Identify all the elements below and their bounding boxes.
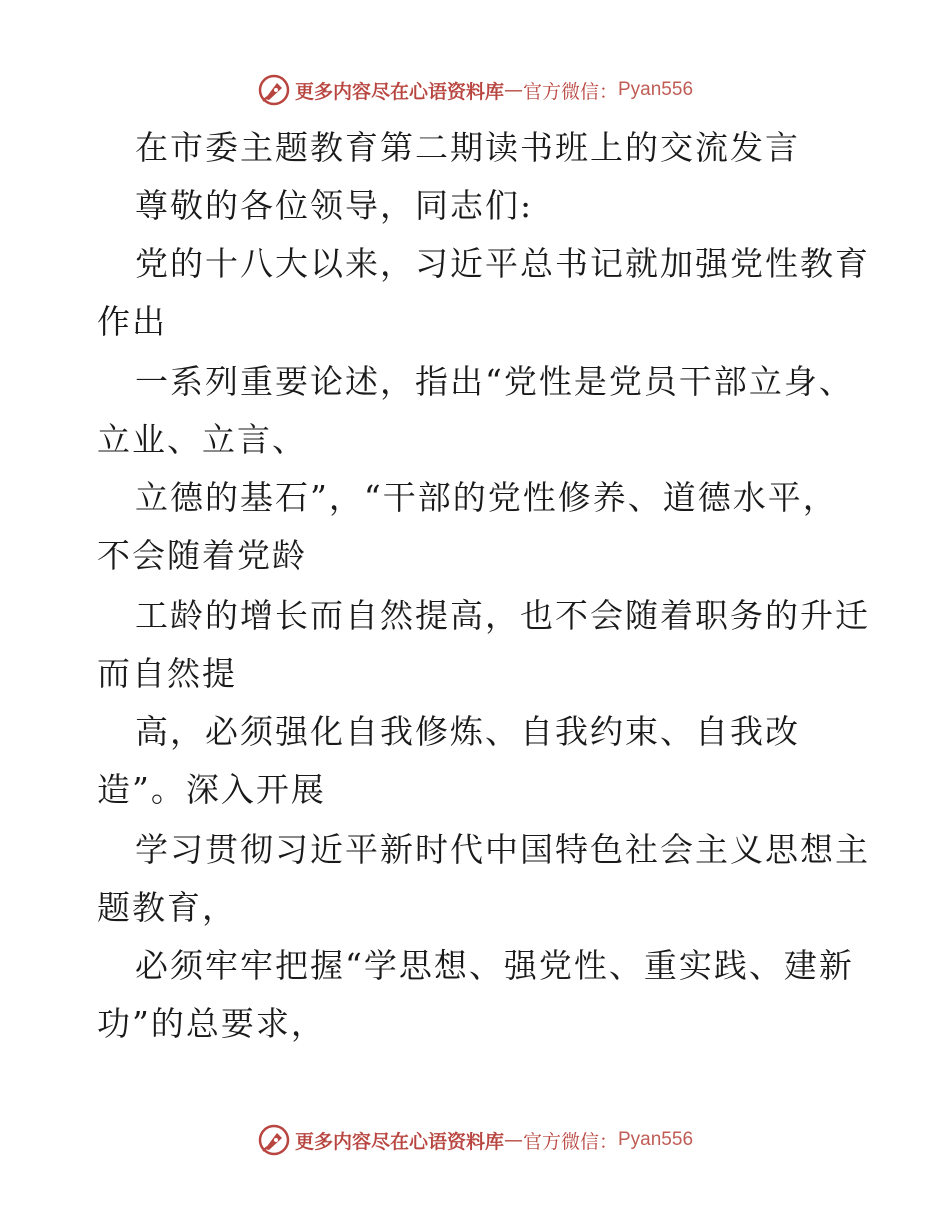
watermark-separator: — [503, 1129, 523, 1151]
paragraph-line: 造”。深入开展 [97, 770, 326, 809]
paragraph-line: 高，必须强化自我修炼、自我约束、自我改 [135, 712, 800, 751]
paragraph-line: 立德的基石”，“干部的党性修养、道德水平， [135, 478, 838, 517]
paragraph-line: 题教育， [97, 888, 237, 927]
pen-nib-icon [257, 1123, 291, 1157]
header-watermark [0, 70, 950, 110]
paragraph-line: 一系列重要论述，指出“党性是党员干部立身、 [135, 362, 854, 401]
paragraph-line: 工龄的增长而自然提高，也不会随着职务的升迁 [135, 596, 870, 635]
paragraph-line: 功”的总要求， [97, 1004, 326, 1043]
watermark-text: 更多内容尽在心语资料库 [294, 1130, 504, 1153]
paragraph-line: 立业、立言、 [97, 420, 307, 459]
paragraph-line: 必须牢牢把握“学思想、强党性、重实践、建新 [135, 946, 854, 985]
paragraph-line: 不会随着党龄 [97, 536, 307, 575]
paragraph-line: 作出 [97, 302, 167, 341]
paragraph-line: 党的十八大以来，习近平总书记就加强党性教育 [135, 244, 870, 283]
watermark-separator: — [503, 79, 523, 101]
watermark-wechat-id: Pyan556 [618, 79, 694, 100]
salutation: 尊敬的各位领导，同志们: [135, 186, 534, 225]
paragraph-line: 而自然提 [97, 654, 237, 693]
document-title: 在市委主题教育第二期读书班上的交流发言 [135, 128, 800, 167]
watermark-wechat-label: 官方微信： [522, 1130, 618, 1153]
watermark-wechat-label: 官方微信： [522, 80, 618, 103]
watermark-wechat-id: Pyan556 [618, 1129, 694, 1150]
pen-nib-icon [257, 73, 291, 107]
paragraph-line: 学习贯彻习近平新时代中国特色社会主义思想主 [135, 830, 870, 869]
footer-watermark [0, 1120, 950, 1160]
watermark-text: 更多内容尽在心语资料库 [294, 80, 504, 103]
